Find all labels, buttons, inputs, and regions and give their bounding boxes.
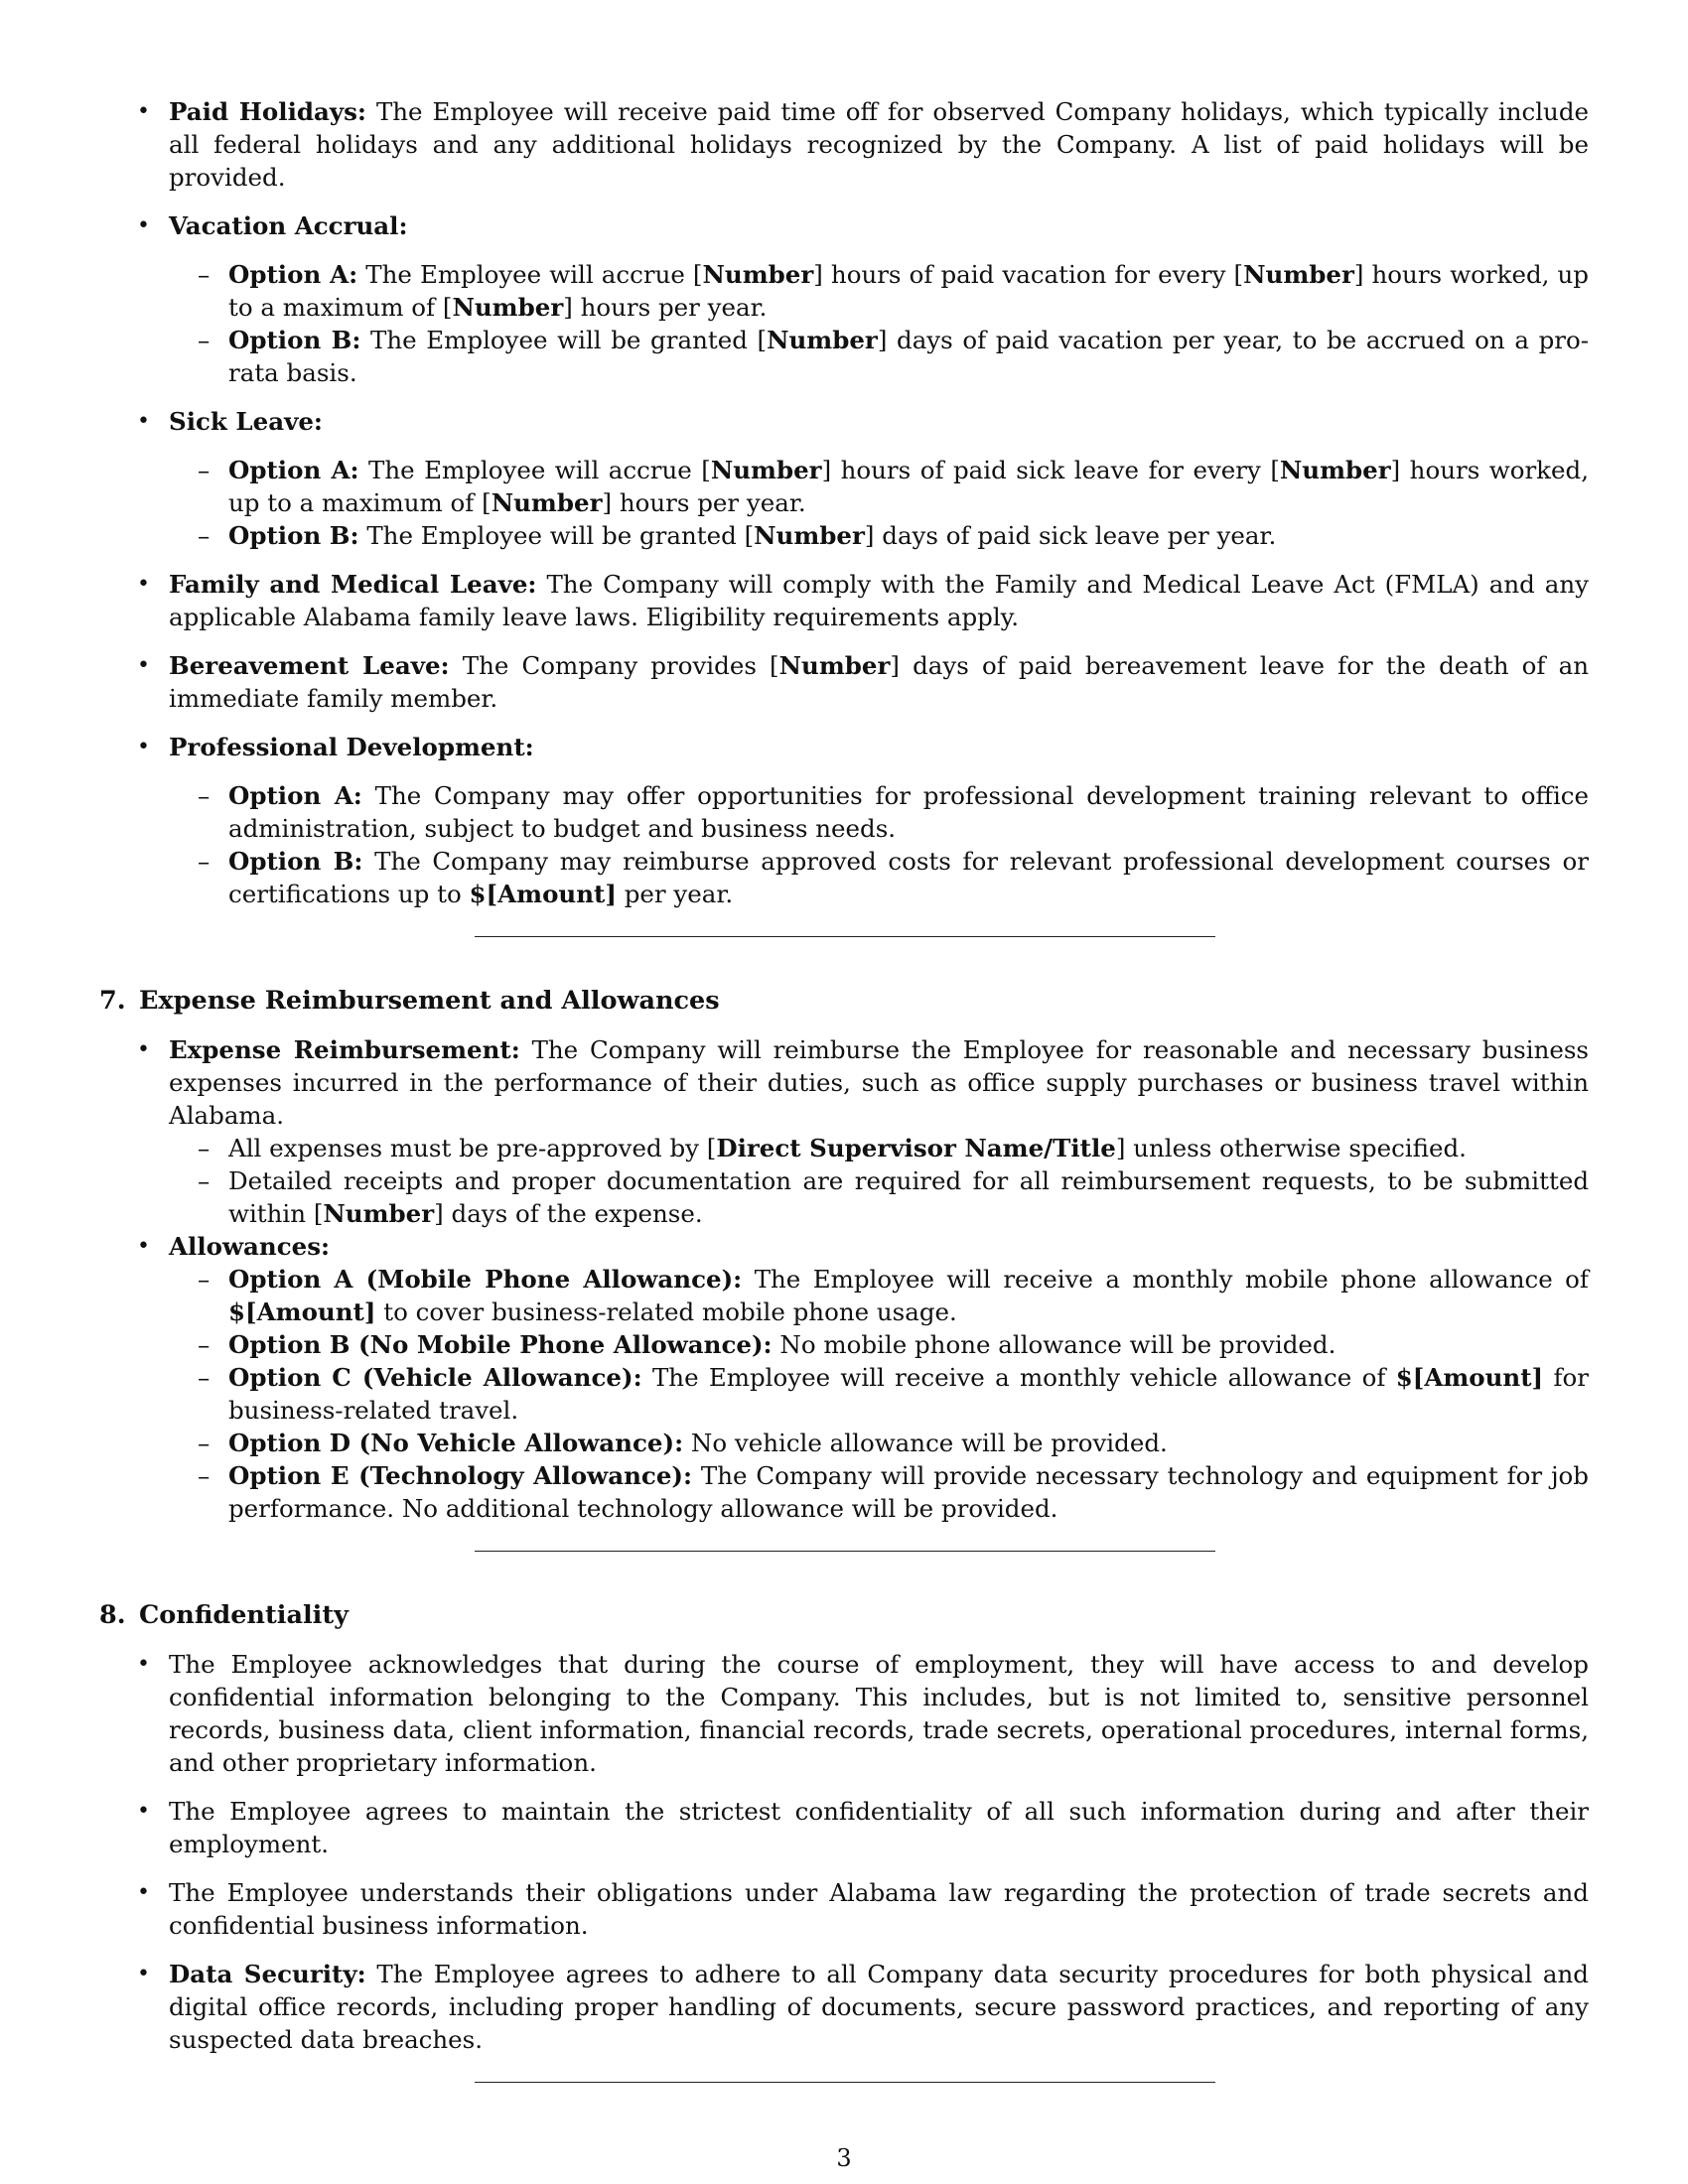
- placeholder-amount: $[Amount]: [469, 880, 617, 908]
- option-label: Option A:: [228, 260, 358, 289]
- allowance-options: [169, 1263, 1589, 1525]
- text-run: No vehicle allowance will be provided.: [690, 1429, 1168, 1457]
- fmla-label: Family and Medical Leave:: [169, 570, 537, 599]
- option-label: Option B (No Mobile Phone Allowance):: [228, 1330, 773, 1359]
- placeholder-number: Number: [452, 293, 564, 322]
- vacation-accrual-label: Vacation Accrual:: [169, 211, 408, 240]
- option-label: Option D (No Vehicle Allowance):: [228, 1429, 684, 1457]
- section-divider: [475, 2082, 1215, 2083]
- option-label: Option C (Vehicle Allowance):: [228, 1363, 642, 1392]
- text-run: ] hours per year.: [563, 293, 768, 322]
- vacation-option-a: [169, 258, 1589, 324]
- text-run: All expenses must be pre-approved by [: [228, 1134, 717, 1162]
- section-number: 7.: [99, 986, 126, 1016]
- section-divider: [475, 1551, 1215, 1552]
- text-run: to cover business-related mobile phone usage.: [383, 1297, 957, 1326]
- list-item-strict-confidentiality: [99, 1795, 1589, 1860]
- data-security-label: Data Security:: [169, 1960, 366, 1988]
- list-item-allowances: [99, 1230, 1589, 1525]
- placeholder-number: Number: [778, 651, 891, 680]
- placeholder-number: Number: [767, 326, 878, 354]
- text-run: ] days of paid sick leave per year.: [864, 521, 1277, 550]
- placeholder-amount: $[Amount]: [1395, 1363, 1544, 1392]
- text-run: The Company will provide necessary technology and equipment for job performance. No additional technology allowance will be provided.: [228, 1461, 1589, 1523]
- text-run: ] hours of paid vacation for every [: [813, 260, 1244, 289]
- text-run: The Company may reimburse approved costs for relevant professional development courses or certifications up to: [228, 847, 1589, 908]
- option-label: Option A (Mobile Phone Allowance):: [228, 1265, 743, 1294]
- allowance-option-c: [169, 1361, 1589, 1427]
- option-label: Option B:: [228, 326, 361, 354]
- text-run: The Employee will accrue [: [368, 456, 711, 484]
- text-run: ] hours worked, up to a maximum of [: [228, 260, 1589, 322]
- section8-list: [99, 1648, 1589, 2056]
- sick-leave-options: [169, 454, 1589, 552]
- option-label: Option B:: [228, 521, 359, 550]
- text-run: The Employee agrees to adhere to all Company data security procedures for both physical and digital office records, including proper handling of documents, secure password practices, and reporting of any suspected data breaches.: [169, 1960, 1589, 2054]
- sick-leave-label: Sick Leave:: [169, 407, 323, 436]
- placeholder-supervisor: Direct Supervisor Name/Title: [716, 1134, 1116, 1162]
- paid-holidays-label: Paid Holidays:: [169, 97, 366, 126]
- expense-subitems: [169, 1132, 1589, 1230]
- list-item-alabama-law: [99, 1876, 1589, 1942]
- section-number: 8.: [99, 1600, 126, 1630]
- list-item-professional-development: [99, 731, 1589, 910]
- section-heading-7: [99, 985, 1589, 1018]
- section-title: Expense Reimbursement and Allowances: [139, 986, 720, 1016]
- allowance-option-a: [169, 1263, 1589, 1328]
- option-label: Option A:: [228, 456, 359, 484]
- option-label: Option B:: [228, 847, 363, 876]
- benefits-list: [99, 95, 1589, 910]
- text-run: ] hours per year.: [602, 488, 806, 517]
- vacation-options: [169, 258, 1589, 389]
- allowance-option-e: [169, 1459, 1589, 1525]
- allowances-label: Allowances:: [169, 1232, 331, 1261]
- allowance-option-b: [169, 1328, 1589, 1361]
- pd-option-b: [169, 845, 1589, 910]
- placeholder-number: Number: [1243, 260, 1354, 289]
- document-content: [99, 95, 1589, 2083]
- list-item-sick-leave: [99, 405, 1589, 552]
- text-run: Detailed receipts and proper documentation are required for all reimbursement requests, to be submitted within [: [228, 1166, 1589, 1228]
- section-heading-8: [99, 1599, 1589, 1632]
- list-item-confidential-info: [99, 1648, 1589, 1779]
- placeholder-amount: $[Amount]: [228, 1297, 376, 1326]
- placeholder-number: Number: [323, 1199, 435, 1228]
- sick-option-a: [169, 454, 1589, 519]
- professional-development-options: [169, 779, 1589, 910]
- option-label: Option E (Technology Allowance):: [228, 1461, 693, 1490]
- placeholder-number: Number: [710, 456, 822, 484]
- text-run: No mobile phone allowance will be provided.: [779, 1330, 1336, 1359]
- sick-option-b: [169, 519, 1589, 552]
- page-number: 3: [836, 2144, 852, 2172]
- text-run: per year.: [624, 880, 734, 908]
- text-run: The Employee will be granted [: [370, 326, 768, 354]
- text-run: ] days of paid bereavement leave for the death of an immediate family member.: [169, 651, 1590, 713]
- text-run: The Company may offer opportunities for professional development training relevant to office administration, subject to budget and business needs.: [228, 781, 1590, 843]
- pd-option-a: [169, 779, 1589, 845]
- text-run: ] days of the expense.: [434, 1199, 703, 1228]
- expense-reimbursement-label: Expense Reimbursement:: [169, 1035, 520, 1064]
- text-run: The Employee agrees to maintain the strictest confidentiality of all such information during and after their employment.: [169, 1797, 1589, 1858]
- allowance-option-d: [169, 1427, 1589, 1459]
- text-run: The Employee will receive a monthly vehicle allowance of: [651, 1363, 1386, 1392]
- text-run: The Company provides [: [462, 651, 779, 680]
- expense-reimbursement-text: The Company will reimburse the Employee for reasonable and necessary business expenses incurred in the performance of their duties, such as office supply purchases or business travel within Alabama.: [169, 1035, 1589, 1130]
- fmla-text: The Company will comply with the Family and Medical Leave Act (FMLA) and any applicable Alabama family leave laws. Eligibility requirements apply.: [169, 570, 1589, 631]
- list-item-fmla: [99, 568, 1589, 633]
- professional-development-label: Professional Development:: [169, 733, 534, 761]
- placeholder-number: Number: [1279, 456, 1391, 484]
- bereavement-label: Bereavement Leave:: [169, 651, 450, 680]
- text-run: ] days of paid vacation per year, to be accrued on a pro-rata basis.: [228, 326, 1589, 387]
- list-item-expense-reimbursement: [99, 1033, 1589, 1230]
- list-item-bereavement: [99, 649, 1589, 715]
- expense-subitem-preapproval: [169, 1132, 1589, 1164]
- expense-subitem-receipts: [169, 1164, 1589, 1230]
- placeholder-number: Number: [702, 260, 814, 289]
- text-run: The Employee understands their obligations under Alabama law regarding the protection of trade secrets and confidential business information.: [169, 1878, 1589, 1940]
- list-item-vacation-accrual: [99, 209, 1589, 389]
- text-run: The Employee will receive a monthly mobile phone allowance of: [754, 1265, 1589, 1294]
- text-run: The Employee will accrue [: [365, 260, 703, 289]
- paid-holidays-text: The Employee will receive paid time off for observed Company holidays, which typically include all federal holidays and any additional holidays recognized by the Company. A list of paid holidays will be provided.: [169, 97, 1590, 192]
- text-run: The Employee will be granted [: [366, 521, 755, 550]
- placeholder-number: Number: [491, 488, 603, 517]
- list-item-paid-holidays: [99, 95, 1589, 194]
- text-run: ] hours of paid sick leave for every [: [821, 456, 1280, 484]
- text-run: ] hours worked, up to a maximum of [: [228, 456, 1589, 517]
- list-item-data-security: [99, 1958, 1589, 2056]
- option-label: Option A:: [228, 781, 362, 810]
- section-divider: [475, 936, 1215, 937]
- vacation-option-b: [169, 324, 1589, 389]
- placeholder-number: Number: [754, 521, 865, 550]
- text-run: ] unless otherwise specified.: [1115, 1134, 1467, 1162]
- text-run: for business-related travel.: [228, 1363, 1589, 1425]
- text-run: The Employee acknowledges that during the course of employment, they will have access to and develop confidential information belonging to the Company. This includes, but is not limited to, sensitive personnel records, business data, client information, financial records, trade secrets, operational procedures, internal forms, and other proprietary information.: [169, 1650, 1589, 1777]
- section-title: Confidentiality: [139, 1600, 349, 1630]
- section7-list: [99, 1033, 1589, 1525]
